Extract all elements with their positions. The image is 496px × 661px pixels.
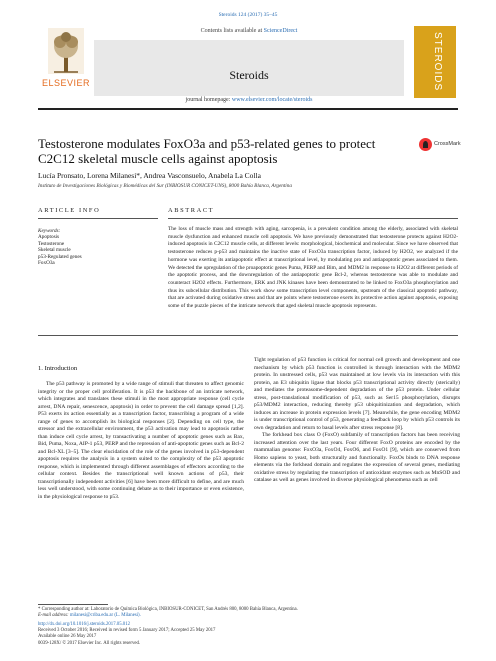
abstract-text: The loss of muscle mass and strength with aging, sarcopenia, is a prevalent condition among the elderly, associated with skeletal muscle dysfunction and enhanced muscle cell apoptosis. We have previously demonstrated that testosterone protects against H2O2-induced apoptosis in C2C12 muscle cells, at different levels: morphological, biochemical and molecular. Since we have observed that testosterone reduces p-p53 and maintains the inactive state of FoxO3a transcription factor, induced by H2O2, we analyzed if the hormone was exerting its antiapoptotic effect at transcriptional level, by modulating pro and antiapoptotic genes associated to them. We detected the upregulation of the proapoptotic genes Puma, PERP and Bim, and MDM2 in response to H2O2 at different periods of the apoptotic process, and the downregulation of the antiapoptotic gene Bcl-2, whereas testosterone was able to modulate and counteract H2O2 effects. Furthermore, ERK and JNK kinases have been demonstrated to be linked to FoxO3a phosphorylation and thus its subcellular distribution. This work show some transcription level components, upstream of the classical apoptotic pathway, that are activated during oxidative stress and that are points where testosterone exerts its protective action against apoptosis, exposing some of the puzzle pieces of the intricate network that aged skeletal muscle apoptosis represents. bbox=[168, 226, 458, 310]
homepage-prefix: journal homepage: bbox=[185, 97, 232, 103]
email-label: E-mail address: bbox=[38, 613, 69, 618]
homepage-link[interactable]: www.elsevier.com/locate/steroids bbox=[231, 97, 313, 103]
contents-prefix: Contents lists available at bbox=[200, 28, 264, 34]
article-info-rule bbox=[38, 218, 158, 219]
corresponding-author-note: * Corresponding author at: Laboratorio de Química Biológica, INBIOSUR-CONICET, San Andrés 800, 8000 Bahía Blanca, Argentina. bbox=[38, 607, 298, 612]
abstract-bottom-rule bbox=[38, 335, 458, 336]
footnote-rule bbox=[38, 604, 108, 605]
header-rule bbox=[38, 108, 458, 110]
article-title: Testosterone modulates FoxO3a and p53-related genes to protect C2C12 skeletal muscle cells against apoptosis bbox=[38, 136, 376, 166]
keyword-item: p53-Regulated genes bbox=[38, 253, 82, 260]
affiliation: Instituto de Investigaciones Biológicas y Biomédicas del Sur (INBIOSUR CONICET-UNS), 8000 Bahía Blanca, Argentina bbox=[38, 183, 292, 189]
doi-link[interactable]: http://dx.doi.org/10.1016/j.steroids.2017.05.012 bbox=[38, 622, 130, 627]
received-dates: Received 3 October 2016; Received in revised form 5 January 2017; Accepted 25 May 2017 bbox=[38, 628, 216, 634]
paragraph: The forkhead box class O (FoxO) subfamily of transcription factors has been receiving increased attention over the last years. Four different FoxO proteins are encoded by the mammalian genome: FoxO3a, FoxO4, FoxO6, and FoxO1 [9], which are conserved from Homo sapiens to yeast, both structurally and functionally. FoxOs binds to DNA response elements via the forkhead domain and regulates the expression of several genes, mediating oxidative stress by regulating the transcription of antioxidant enzymes such as MnSOD and catalase as well as genes involved in diverse physiological phenomena such as cell bbox=[254, 432, 460, 483]
journal-title: Steroids bbox=[229, 68, 269, 82]
paragraph: The p53 pathway is promoted by a wide range of stimuli that threaten to affect genomic integrity or the proper cell proliferation. It is p53 the backbone of an intricate network, which integrates and translates these stimuli in the most appropriate response (cell cycle arrest, DNA repair, senescence, apoptosis) in order to prevent the cell damage spread [1,2]. P53 exerts its action essentially as a transcription factor, transcribing a program of a wide range of genes to accomplish its biological responses [2]. Depending on cell type, the stressor and the extracellular environment, the p53 activation may lead to apoptosis rather than induce cell cycle arrest, by transactivating a number of apoptotic genes such as Bax, Bid, Puma, Noxa, AIP-1 p53, PERP and the repression of anti-apoptotic genes such as Bcl-2 and Bcl-XL [3–5]. The clear elucidation of the role of the genes involved in p53-dependent apoptosis requires the analysis in a system suited to the complexity of the p53 apoptotic response, which is implemented through different assemblages of effectors according to the cellular context. Besides the transcriptional well known actions of p53, their transcriptionally independent activities [6] have been more difficult to define, and are much less well understood, with some continuing debate as to their importance or even existence, in the physiological response to p53. bbox=[38, 381, 244, 500]
keywords-block bbox=[38, 228, 158, 266]
keywords-label: Keywords: bbox=[38, 228, 61, 234]
article-info-heading: ARTICLE INFO bbox=[38, 207, 101, 214]
paragraph: Tight regulation of p53 function is critical for normal cell growth and development and one mechanism by which p53 function is controlled is through interaction with the MDM2 protein. In unstressed cells, p53 was maintained at low levels via its interaction with this protein, an E3 ubiquitin ligase that blocks p53 transcriptional activity directly (sterically) and mediates the proteasome-dependent degradation of the p53 protein. Under cellular stress, post-translational modification of p53, such as Ser15 phosphorylation, disrupts p53/MDM2 interaction, reducing thereby p53 ubiquitinization and degradation, which induces an increase in protein expression levels [7]. Meanwhile, the gene encoding MDM2 is under transcriptional control of p53, generating a feedback loop by which p53 controls its own degradation and return to basal levels after stress response [8]. bbox=[254, 357, 460, 431]
crossmark-badge[interactable] bbox=[419, 138, 459, 154]
abstract-heading: ABSTRACT bbox=[168, 207, 215, 214]
keyword-item: Testosterone bbox=[38, 240, 65, 247]
available-online: Available online 26 May 2017 bbox=[38, 634, 97, 640]
publication-info bbox=[38, 622, 458, 647]
email-line bbox=[38, 613, 458, 619]
abstract-rule bbox=[168, 218, 458, 219]
keyword-item: Skeletal muscle bbox=[38, 247, 71, 254]
crossmark-icon bbox=[419, 138, 432, 151]
sciencedirect-link[interactable]: ScienceDirect bbox=[263, 28, 298, 34]
footnote bbox=[38, 607, 458, 619]
body-column-right bbox=[254, 357, 460, 485]
copyright: 0039-128X/ © 2017 Elsevier Inc. All rights reserved. bbox=[38, 640, 141, 646]
homepage-line bbox=[94, 97, 404, 103]
elsevier-tree-icon bbox=[48, 28, 84, 74]
contents-line bbox=[94, 28, 404, 34]
author-list: Lucía Pronsato, Lorena Milanesi*, Andrea Vasconsuelo, Anabela La Colla bbox=[38, 171, 261, 180]
keyword-item: Apoptosis bbox=[38, 234, 60, 241]
crossmark-label: CrossMark bbox=[434, 141, 461, 147]
keyword-item: FoxO3a bbox=[38, 260, 55, 267]
publisher-name: ELSEVIER bbox=[41, 78, 91, 88]
email-link[interactable]: milanesi@criba.edu.ar (L. Milanesi). bbox=[69, 613, 141, 618]
cover-title: STEROIDS bbox=[432, 32, 443, 92]
body-column-left bbox=[38, 381, 244, 501]
journal-citation[interactable]: Steroids 124 (2017) 35–45 bbox=[218, 12, 278, 18]
journal-cover bbox=[414, 26, 456, 98]
elsevier-logo bbox=[40, 26, 92, 96]
section-heading-introduction: 1. Introduction bbox=[38, 365, 78, 372]
